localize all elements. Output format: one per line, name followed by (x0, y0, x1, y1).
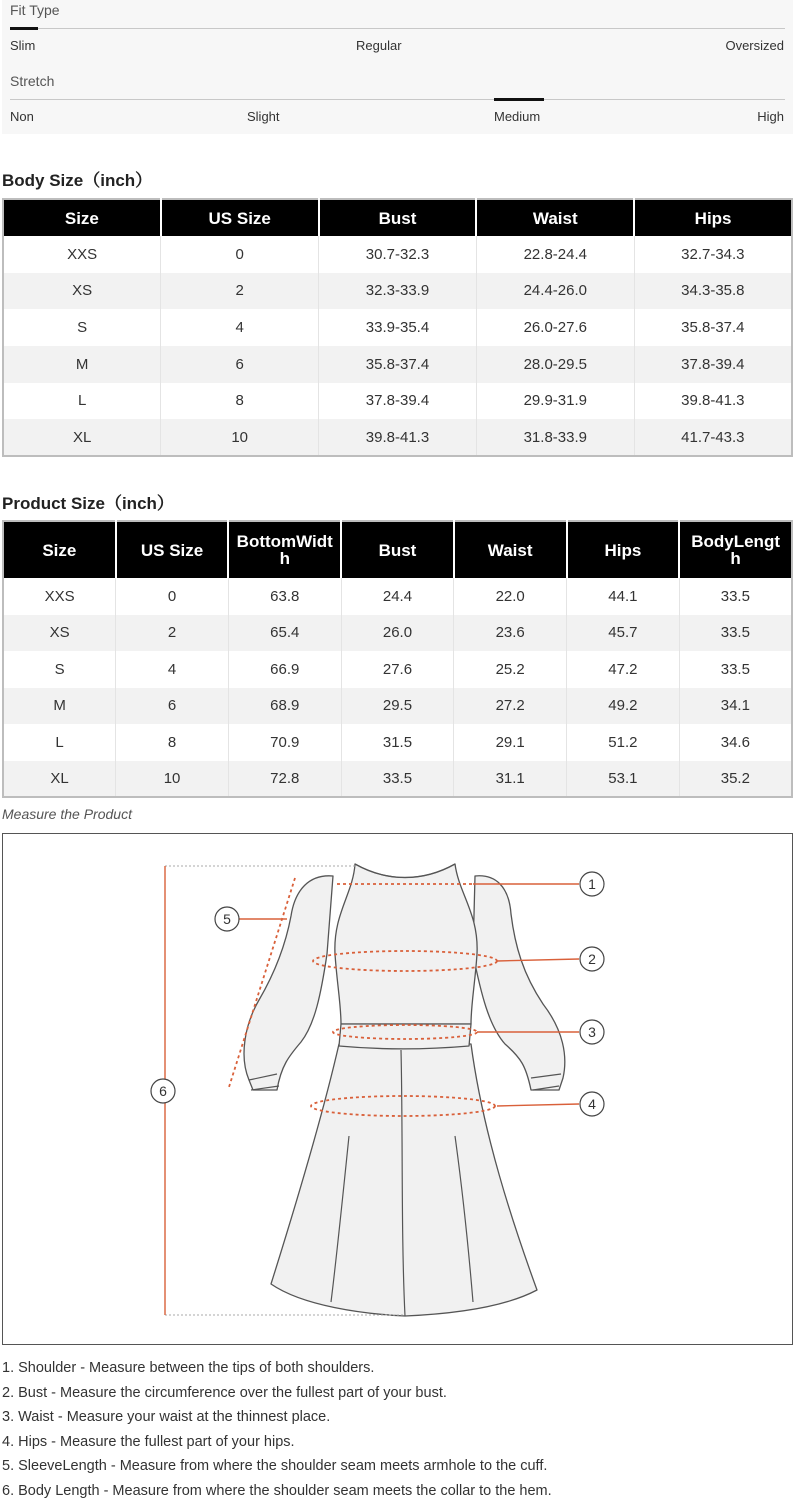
stretch-non: Non (10, 109, 34, 124)
table-cell: XL (3, 419, 161, 456)
fit-type-track (10, 28, 785, 29)
callout-4-label: 4 (588, 1096, 596, 1112)
product-size-title: Product Size（inch） (2, 494, 174, 513)
left-sleeve (244, 876, 333, 1090)
table-cell: 27.6 (341, 651, 454, 688)
table-cell: 37.8-39.4 (319, 383, 477, 420)
stretch-high: High (757, 109, 784, 124)
table-cell: 2 (116, 615, 229, 652)
table-row (3, 236, 792, 273)
table-cell: XS (3, 615, 116, 652)
header-size: Size (3, 199, 161, 236)
header-us-size: US Size (161, 199, 319, 236)
header-waist: Waist (476, 199, 634, 236)
table-cell: 22.8-24.4 (476, 236, 634, 273)
fit-panel (2, 0, 793, 134)
table-cell: 29.5 (341, 688, 454, 725)
table-cell: XXS (3, 578, 116, 615)
table-cell: 34.3-35.8 (634, 273, 792, 310)
table-row (3, 383, 792, 420)
header-bust: Bust (319, 199, 477, 236)
table-cell: 68.9 (228, 688, 341, 725)
table-cell: 26.0 (341, 615, 454, 652)
callout-6-label: 6 (159, 1083, 167, 1099)
table-cell: 33.9-35.4 (319, 309, 477, 346)
table-cell: L (3, 383, 161, 420)
callout-4-leader (497, 1104, 579, 1106)
fit-type-title: Fit Type (10, 2, 60, 18)
note-hips: 4. Hips - Measure the fullest part of your hips. (2, 1433, 295, 1450)
table-cell: 0 (116, 578, 229, 615)
bodice (335, 864, 477, 1024)
table-cell: 29.1 (454, 724, 567, 761)
table-cell: 4 (116, 651, 229, 688)
stretch-medium: Medium (494, 109, 541, 124)
table-cell: 30.7-32.3 (319, 236, 477, 273)
table-cell: 51.2 (567, 724, 680, 761)
table-cell: S (3, 651, 116, 688)
table-cell: 34.6 (720, 733, 750, 751)
table-cell: 24.4 (341, 578, 454, 615)
table-cell: 32.3-33.9 (319, 273, 477, 310)
table-cell: S (3, 309, 161, 346)
table-cell: 6 (161, 346, 319, 383)
table-cell: 2 (161, 273, 319, 310)
table-row (3, 761, 792, 798)
table-cell: 41.7-43.3 (634, 419, 792, 456)
header-bottom-width: BottomWidth (228, 521, 341, 578)
note-waist: 3. Waist - Measure your waist at the thinnest place. (2, 1409, 331, 1425)
measure-caption: Measure the Product (2, 806, 132, 822)
table-cell: 27.2 (454, 688, 567, 725)
table-cell: 45.7 (567, 615, 680, 652)
table-cell: 53.1 (567, 761, 680, 798)
table-row (3, 615, 792, 652)
table-cell: 47.2 (567, 651, 680, 688)
table-cell: XL (3, 761, 116, 798)
table-row (3, 688, 792, 725)
table-cell: 8 (161, 383, 319, 420)
table-cell: 26.0-27.6 (476, 309, 634, 346)
fit-type-regular: Regular (356, 38, 402, 53)
table-cell: 35.8-37.4 (319, 346, 477, 383)
stretch-marker (494, 98, 544, 101)
table-cell: 39.8-41.3 (319, 419, 477, 456)
table-cell: 33.5 (679, 615, 792, 652)
callout-2-label: 2 (588, 951, 596, 967)
table-cell: 10 (161, 419, 319, 456)
measure-notes (2, 1358, 793, 1500)
table-cell: L (3, 724, 116, 761)
table-cell: 72.8 (228, 761, 341, 798)
table-cell: 10 (116, 761, 229, 798)
table-cell: M (3, 346, 161, 383)
table-header-row (3, 521, 792, 578)
fit-type-oversized: Oversized (725, 38, 784, 53)
table-cell: 6 (116, 688, 229, 725)
table-cell: 70.9 (228, 724, 341, 761)
header-waist: Waist (454, 521, 567, 578)
fit-type-slim: Slim (10, 38, 36, 53)
callout-3-label: 3 (588, 1024, 596, 1040)
note-sleeve-length: 5. SleeveLength - Measure from where the shoulder seam meets armhole to the cuff. (2, 1458, 548, 1474)
table-cell: 24.4-26.0 (476, 273, 634, 310)
table-cell: 33.5 (341, 761, 454, 798)
callout-1-label: 1 (588, 876, 596, 892)
product-size-table (2, 520, 793, 798)
body-size-title: Body Size（inch） (2, 171, 153, 190)
table-cell: 8 (116, 724, 229, 761)
table-cell: XXS (3, 236, 161, 273)
table-cell: 63.8 (228, 578, 341, 615)
table-cell: 66.9 (228, 651, 341, 688)
table-cell: 23.6 (454, 615, 567, 652)
fit-type-marker (10, 27, 38, 30)
header-bust: Bust (341, 521, 454, 578)
body-size-table (2, 198, 793, 457)
note-bust: 2. Bust - Measure the circumference over the fullest part of your bust. (2, 1384, 447, 1401)
table-cell: 28.0-29.5 (476, 346, 634, 383)
table-cell: 65.4 (228, 615, 341, 652)
table-row (3, 578, 792, 615)
table-cell: 44.1 (567, 578, 680, 615)
callout-5-label: 5 (223, 911, 231, 927)
table-cell: 37.8-39.4 (634, 346, 792, 383)
table-row (3, 273, 792, 310)
header-size: Size (3, 521, 116, 578)
table-cell: 39.8-41.3 (681, 392, 745, 410)
header-body-length: BodyLength (679, 521, 792, 578)
table-cell: 33.5 (720, 660, 750, 678)
table-cell: XS (3, 273, 161, 310)
header-hips: Hips (567, 521, 680, 578)
stretch-track (10, 99, 785, 100)
table-cell: 35.8-37.4 (681, 319, 745, 337)
stretch-title: Stretch (10, 73, 55, 89)
table-row (3, 309, 792, 346)
table-cell: 32.7-34.3 (681, 245, 745, 263)
dress-illustration (3, 834, 791, 1343)
right-sleeve (473, 876, 565, 1090)
table-row (3, 651, 792, 688)
table-cell: 31.5 (341, 724, 454, 761)
table-cell: 49.2 (567, 688, 680, 725)
table-row (3, 419, 792, 456)
header-us-size: US Size (116, 521, 229, 578)
table-row (3, 346, 792, 383)
measure-diagram (2, 833, 793, 1345)
note-shoulder: 1. Shoulder - Measure between the tips of both shoulders. (2, 1360, 375, 1376)
table-cell: 31.8-33.9 (476, 419, 634, 456)
table-cell: 33.5 (720, 587, 750, 605)
table-cell: 29.9-31.9 (476, 383, 634, 420)
table-cell: 31.1 (454, 761, 567, 798)
table-row (3, 724, 792, 761)
table-cell: 25.2 (454, 651, 567, 688)
note-body-length: 6. Body Length - Measure from where the shoulder seam meets the collar to the hem. (2, 1482, 552, 1499)
table-header-row (3, 199, 792, 236)
stretch-slight: Slight (247, 109, 280, 124)
table-cell: 35.2 (679, 761, 792, 798)
header-hips: Hips (634, 199, 792, 236)
table-cell: 22.0 (454, 578, 567, 615)
table-cell: 4 (161, 309, 319, 346)
table-cell: 34.1 (679, 688, 792, 725)
table-cell: M (3, 688, 116, 725)
table-cell: 0 (161, 236, 319, 273)
